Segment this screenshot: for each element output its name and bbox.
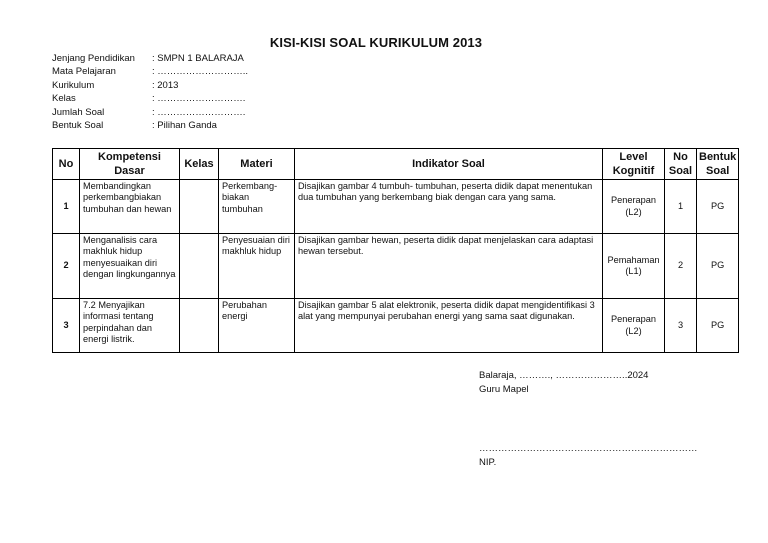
signature-role: Guru Mapel [479,384,529,395]
cell-indikator-soal: Disajikan gambar hewan, peserta didik dapat menjelaskan cara adaptasi hewan tersebut. [295,234,603,299]
cell-kelas [180,299,219,353]
meta-value: : ………………………. [152,106,246,118]
header-materi: Materi [219,149,295,180]
cell-bentuk-soal: PG [697,234,739,299]
cell-level-kognitif: Penerapan (L2) [603,180,665,234]
cell-kompetensi-dasar: 7.2 Menyajikan informasi tentang perpindahan dan energi listrik. [80,299,180,353]
header-indikator-soal: Indikator Soal [295,149,603,180]
meta-value: : 2013 [152,79,179,91]
meta-value: : ………………………. [152,93,246,105]
meta-label: Bentuk Soal [52,120,104,132]
meta-label: Kurikulum [52,79,95,91]
meta-label: Kelas [52,93,76,105]
header-no: No [53,149,80,180]
cell-indikator-soal: Disajikan gambar 5 alat elektronik, peserta didik dapat mengidentifikasi 3 alat yang mempunyai perubahan energi yang sama saat digunakan. [295,299,603,353]
cell-kompetensi-dasar: Membandingkan perkembangbiakan tumbuhan dan hewan [80,180,180,234]
meta-label: Jenjang Pendidikan [52,53,135,64]
cell-bentuk-soal: PG [697,180,739,234]
cell-level-kognitif: Pemahaman (L1) [603,234,665,299]
signature-name-line: …………………………………………………………… [479,443,698,454]
meta-value: : SMPN 1 BALARAJA [152,53,244,64]
meta-row-bentuk-soal [52,119,248,132]
meta-row-kelas [52,92,248,105]
document-title: KISI-KISI SOAL KURIKULUM 2013 [269,35,483,50]
cell-no-soal: 1 [665,180,697,234]
table-row [53,180,739,234]
cell-kelas [180,234,219,299]
meta-value: : Pilihan Ganda [152,120,217,132]
meta-row-jenjang [52,52,248,65]
signature-nip: NIP. [479,457,497,468]
cell-materi: Penyesuaian diri makhluk hidup [219,234,295,299]
meta-row-kurikulum [52,79,248,92]
cell-no: 1 [53,180,80,234]
header-level-kognitif: Level Kognitif [603,149,665,180]
header-kompetensi-dasar: Kompetensi Dasar [80,149,180,180]
kisi-kisi-table [52,148,739,353]
header-kelas: Kelas [180,149,219,180]
meta-label: Mata Pelajaran [52,66,116,78]
table-row [53,234,739,299]
meta-label: Jumlah Soal [52,106,105,118]
table-row [53,299,739,353]
table-header-row [53,149,739,180]
cell-materi: Perkembang-biakan tumbuhan [219,180,295,234]
cell-indikator-soal: Disajikan gambar 4 tumbuh- tumbuhan, peserta didik dapat menentukan dua tumbuhan yang berkembang biak dengan cara yang sama. [295,180,603,234]
cell-materi: Perubahan energi [219,299,295,353]
meta-row-mapel [52,65,248,78]
meta-value: : ……………………….. [152,66,249,78]
header-no-soal: No Soal [665,149,697,180]
cell-no-soal: 3 [665,299,697,353]
cell-no: 2 [53,234,80,299]
meta-row-jumlah-soal [52,106,248,119]
cell-no-soal: 2 [665,234,697,299]
cell-level-kognitif: Penerapan (L2) [603,299,665,353]
header-bentuk-soal: Bentuk Soal [697,149,739,180]
signature-place-date: Balaraja, ………., …………………..2024 [479,370,649,381]
cell-bentuk-soal: PG [697,299,739,353]
cell-kompetensi-dasar: Menganalisis cara makhluk hidup menyesuaikan diri dengan lingkungannya [80,234,180,299]
document-meta [52,52,248,132]
cell-kelas [180,180,219,234]
cell-no: 3 [53,299,80,353]
